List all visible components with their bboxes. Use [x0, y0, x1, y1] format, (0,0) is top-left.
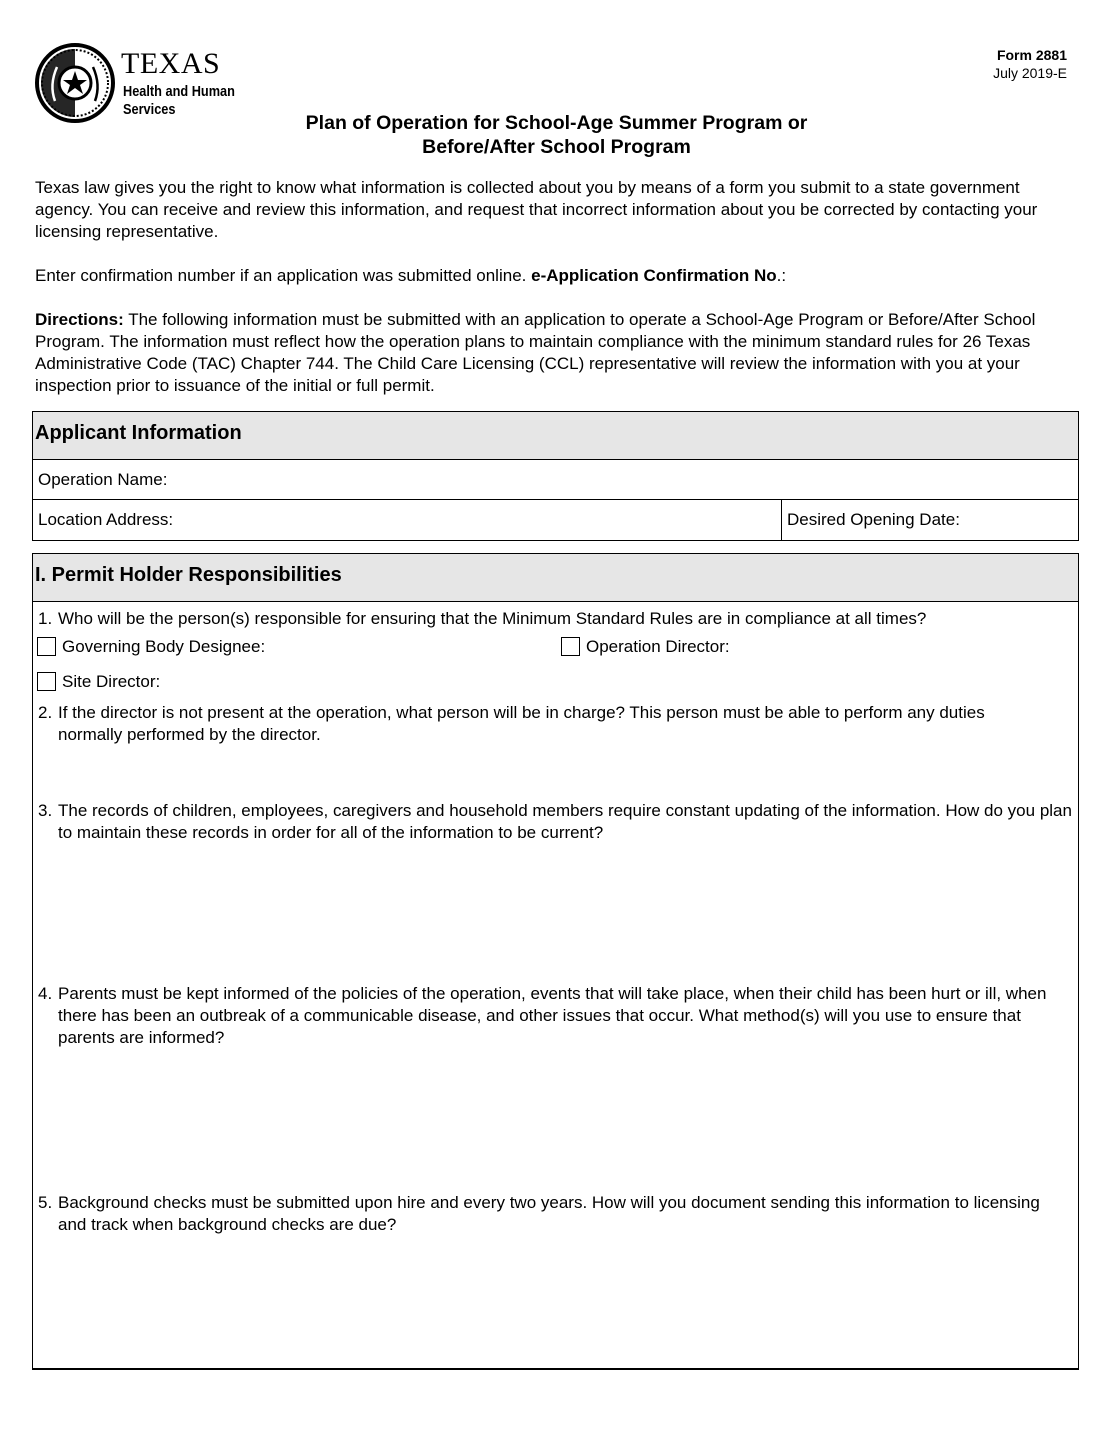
question-2[interactable]	[38, 702, 1078, 746]
confirmation-suffix[interactable]: .:	[776, 266, 787, 285]
checkbox[interactable]	[561, 637, 580, 656]
confirmation-label: e-Application Confirmation No	[531, 266, 777, 285]
desired-opening-date-label: Desired Opening Date:	[787, 510, 960, 529]
operation-name-field[interactable]	[33, 460, 1078, 500]
applicant-information-section	[32, 411, 1079, 541]
logo-line-3: Services	[123, 101, 176, 118]
desired-opening-date-field[interactable]	[781, 500, 1077, 540]
governing-body-designee-option[interactable]	[37, 636, 265, 658]
section-heading: I. Permit Holder Responsibilities	[33, 554, 1078, 602]
question-3[interactable]	[38, 800, 1078, 844]
logo-texas-text: TEXAS	[121, 47, 221, 80]
question-number: 4.	[38, 984, 53, 1003]
permit-holder-responsibilities-section	[32, 553, 1079, 1370]
location-address-label: Location Address:	[38, 510, 174, 529]
privacy-notice: Texas law gives you the right to know what information is collected about you by means of a form you submit to a state government agency. You can receive and review this information, and request that incorrect information about you be corrected by contacting your licensing representative.	[35, 178, 1038, 241]
title-line-2: Before/After School Program	[422, 136, 691, 158]
directions-text: The following information must be submitted with an application to operate a School-Age Program or Before/After School Program. The information must reflect how the operation plans to maintain compliance with the minimum standard rules for 26 Texas Administrative Code (TAC) Chapter 744. The Child Care Licensing (CCL) representative will review the information with you at your inspection prior to issuance of the initial or full permit.	[35, 310, 1036, 395]
location-address-field[interactable]	[33, 500, 1078, 540]
form-number: Form 2881	[996, 47, 1067, 63]
question-number: 2.	[38, 703, 53, 722]
checkbox[interactable]	[37, 672, 56, 691]
directions	[35, 309, 1080, 397]
checkbox[interactable]	[37, 637, 56, 656]
operation-director-option[interactable]	[561, 636, 730, 658]
question-text: The records of children, employees, caregivers and household members require constant updating of the information. How do you plan to maintain these records in order for all of the information to be current?	[58, 801, 1072, 842]
question-5[interactable]	[38, 1192, 1078, 1236]
site-director-option[interactable]	[37, 671, 160, 693]
question-text: Parents must be kept informed of the policies of the operation, events that will take place, when their child has been hurt or ill, when there has been an outbreak of a communicable disease, and other issues that occur. What method(s) will you use to ensure that parents are informed?	[58, 984, 1047, 1047]
form-identifier	[993, 46, 1067, 82]
checkbox-label: Governing Body Designee:	[62, 637, 266, 656]
confirmation-number-line	[35, 265, 1080, 287]
checkbox-label: Operation Director:	[586, 637, 730, 656]
confirmation-prefix: Enter confirmation number if an application was submitted online.	[35, 266, 532, 285]
checkbox-label: Site Director:	[62, 672, 161, 691]
title-line-1: Plan of Operation for School-Age Summer Program or	[305, 112, 808, 134]
page-title	[0, 111, 1113, 159]
operation-name-label: Operation Name:	[38, 470, 168, 489]
question-number: 3.	[38, 801, 53, 820]
question-number: 5.	[38, 1193, 53, 1212]
directions-label: Directions:	[35, 310, 124, 329]
form-date: July 2019-E	[993, 65, 1067, 81]
logo-line-2: Health and Human	[123, 83, 235, 100]
question-4[interactable]	[38, 983, 1078, 1049]
question-text: If the director is not present at the operation, what person will be in charge? This person must be able to perform any duties normally performed by the director.	[58, 703, 985, 744]
question-number: 1.	[38, 609, 53, 628]
question-text: Background checks must be submitted upon hire and every two years. How will you document sending this information to licensing and track when background checks are due?	[58, 1193, 1040, 1234]
question-text: Who will be the person(s) responsible for ensuring that the Minimum Standard Rules are in compliance at all times?	[58, 609, 927, 628]
section-heading: Applicant Information	[33, 412, 1078, 460]
question-1	[38, 608, 1078, 630]
